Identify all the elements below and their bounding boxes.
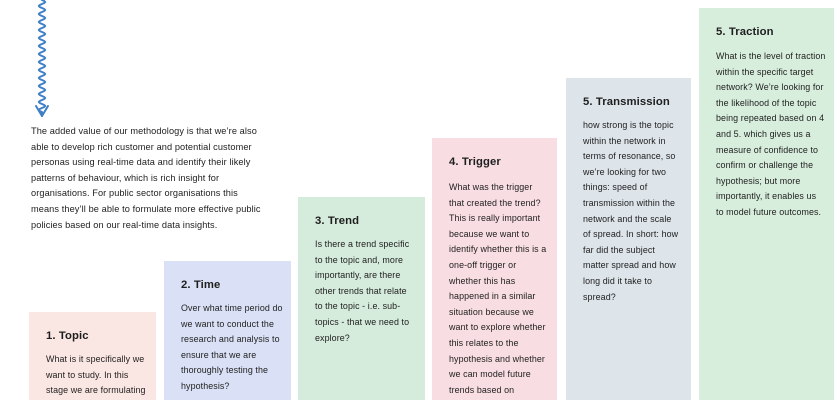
step-trend-title: 3. Trend xyxy=(315,215,360,227)
step-time-title: 2. Time xyxy=(181,279,221,291)
methodology-intro-text: The added value of our methodology is that we’re also able to develop rich customer and potential customer personas using real-time data and identify their likely patterns of behaviour, which is rich insight for organisations. For public sector organisations this means they’ll be able to formulate more effective public policies based on our real-time data insights. xyxy=(31,126,261,230)
step-topic-title: 1. Topic xyxy=(46,330,89,342)
step-traction-title: 5. Traction xyxy=(716,26,774,38)
step-trigger xyxy=(432,138,557,400)
step-traction-body: What is the level of traction within the specific target network? We’re looking for the likelihood of the topic being repeated based on 4 and 5. which gives us a measure of confidence to confirm or challenge the hypothesis; but more importantly, it enables us to model future outcomes. xyxy=(716,51,826,217)
step-trigger-body: What was the trigger that created the trend? This is really important because we want to identify whether this is a one-off trigger or whether this has happened in a similar situation because we want to explore whether this relates to the hypothesis and whether we can model future trends based on xyxy=(449,182,547,395)
step-trend-body: Is there a trend specific to the topic and, more importantly, are there other trends that relate to the topic - i.e. sub-topics - that we need to explore? xyxy=(315,239,410,343)
wavy-down-arrow-icon xyxy=(28,0,58,122)
step-time xyxy=(164,261,291,400)
step-transmission-body: how strong is the topic within the network in terms of resonance, so we’re looking for two things: speed of transmission within the network and the scale of spread. In short: how far did the subject matter spread and how long did it take to spread? xyxy=(583,120,679,302)
step-trend xyxy=(298,197,425,400)
step-time-body: Over what time period do we want to conduct the research and analysis to ensure that we are thoroughly testing the hypothesis? xyxy=(181,303,283,391)
step-trigger-title: 4. Trigger xyxy=(449,156,501,168)
step-topic xyxy=(29,312,156,400)
step-traction xyxy=(699,8,834,400)
step-transmission xyxy=(566,78,691,400)
step-topic-body: What is it specifically we want to study. In this stage we are formulating xyxy=(46,354,146,396)
step-transmission-title: 5. Transmission xyxy=(583,96,670,108)
